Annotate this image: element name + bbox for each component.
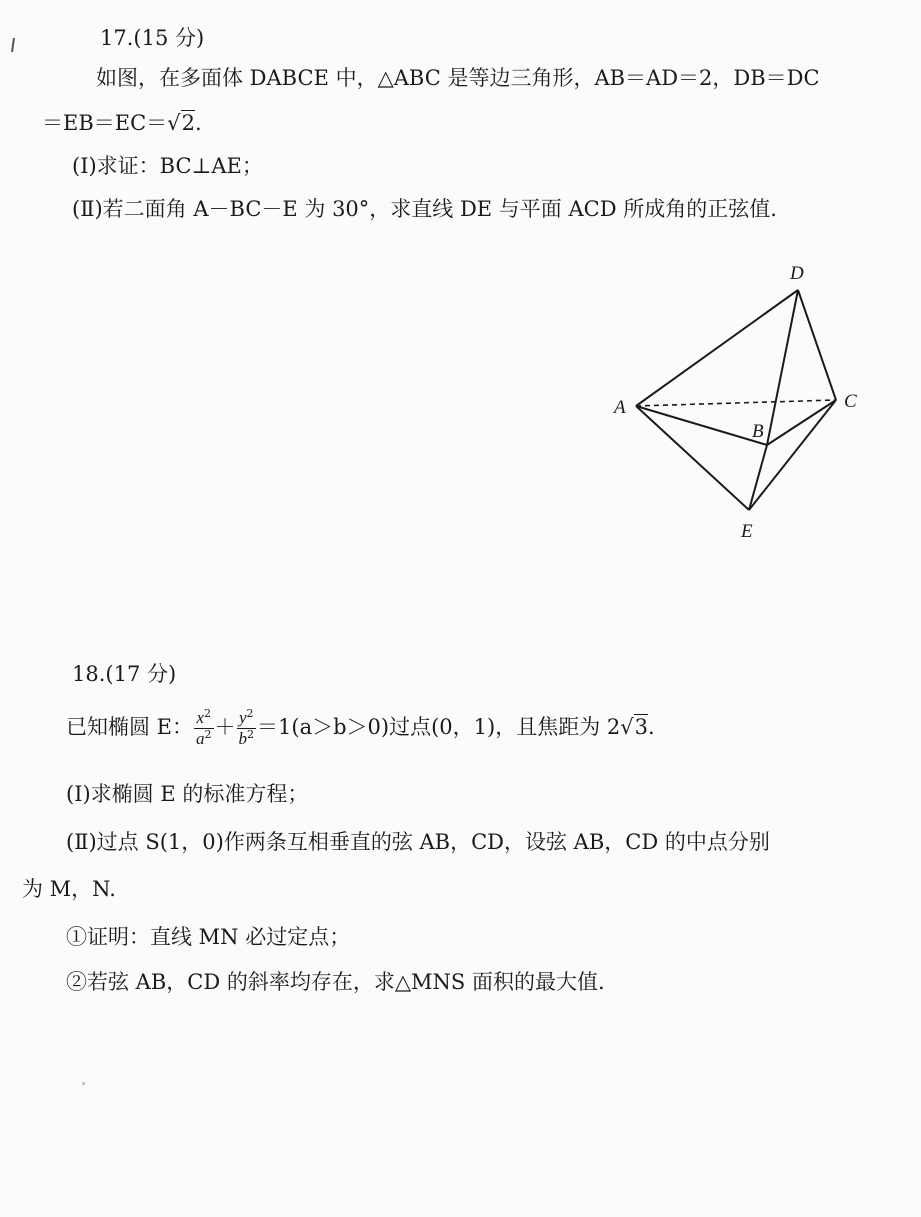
fraction-x2-a2 (194, 708, 214, 749)
label-B: B (752, 421, 764, 442)
q17-part1: (Ⅰ)求证：BC⊥AE； (72, 154, 263, 178)
frac1-num: x (196, 708, 205, 727)
frac2-num-exp: 2 (246, 707, 254, 720)
edge-CE (749, 400, 836, 510)
q18-stem-end: . (648, 714, 655, 739)
q17-stem-line2-text: ＝EB＝EC＝ (42, 111, 168, 135)
edge-AD (636, 290, 798, 406)
edge-BE (749, 445, 767, 510)
frac2-den-exp: 2 (247, 727, 255, 741)
label-A: A (614, 397, 626, 418)
fraction-y2-b2 (237, 708, 257, 749)
sqrt-2: 2 (181, 111, 195, 135)
q18-stem-prefix: 已知椭圆 E： (66, 714, 194, 739)
q17-stem-line2: ＝EB＝EC＝√2. (42, 111, 202, 135)
label-C: C (844, 391, 857, 412)
q18-heading: 18.(17 分) (72, 662, 177, 686)
q18-stem: 已知椭圆 E： $\frac{x^2}{a^2}$ ＋ $\frac{y^2}{b^2}$ ＝1(a＞b＞0)过点(0，1)，且焦距为 2√3. (66, 707, 655, 748)
frac1-num-exp: 2 (204, 707, 212, 720)
q18-sub2: ②若弦 AB，CD 的斜率均存在，求△MNS 面积的最大值. (66, 970, 605, 994)
label-E: E (741, 521, 753, 542)
q17-heading: 17.(15 分) (100, 26, 205, 50)
edge-AC-hidden (636, 400, 836, 406)
q18-part2-line2: 为 M，N. (22, 877, 116, 901)
edge-BC (767, 400, 836, 445)
polyhedron-figure (600, 255, 880, 545)
q17-stem-line2-end: . (194, 111, 202, 135)
q17-stem-line1: 如图，在多面体 DABCE 中，△ABC 是等边三角形，AB＝AD＝2，DB＝DC (96, 66, 820, 90)
frac1-den-exp: 2 (204, 727, 212, 741)
q18-sub1: ①证明：直线 MN 必过定点； (66, 925, 351, 949)
edge-AB (636, 406, 767, 445)
frac2-num: y (238, 708, 247, 727)
q17-part2: (Ⅱ)若二面角 A－BC－E 为 30°，求直线 DE 与平面 ACD 所成角的正弦值. (72, 197, 777, 221)
edge-DB (767, 290, 798, 445)
frac2-den: b (238, 728, 248, 748)
sqrt-3: 3 (634, 714, 648, 739)
frac1-den: a (196, 728, 205, 748)
q18-part2-line1: (Ⅱ)过点 S(1，0)作两条互相垂直的弦 AB，CD，设弦 AB，CD 的中点分别 (66, 830, 770, 854)
scan-speck (82, 1082, 85, 1085)
scan-mark (11, 38, 15, 52)
q18-stem-mid: ＝1(a＞b＞0)过点(0，1)，且焦距为 2 (257, 714, 621, 739)
edge-DC (798, 290, 836, 400)
plus-sign: ＋ (214, 714, 236, 739)
q18-part1: (Ⅰ)求椭圆 E 的标准方程； (66, 782, 309, 806)
label-D: D (790, 263, 804, 284)
edge-AE (636, 406, 749, 510)
